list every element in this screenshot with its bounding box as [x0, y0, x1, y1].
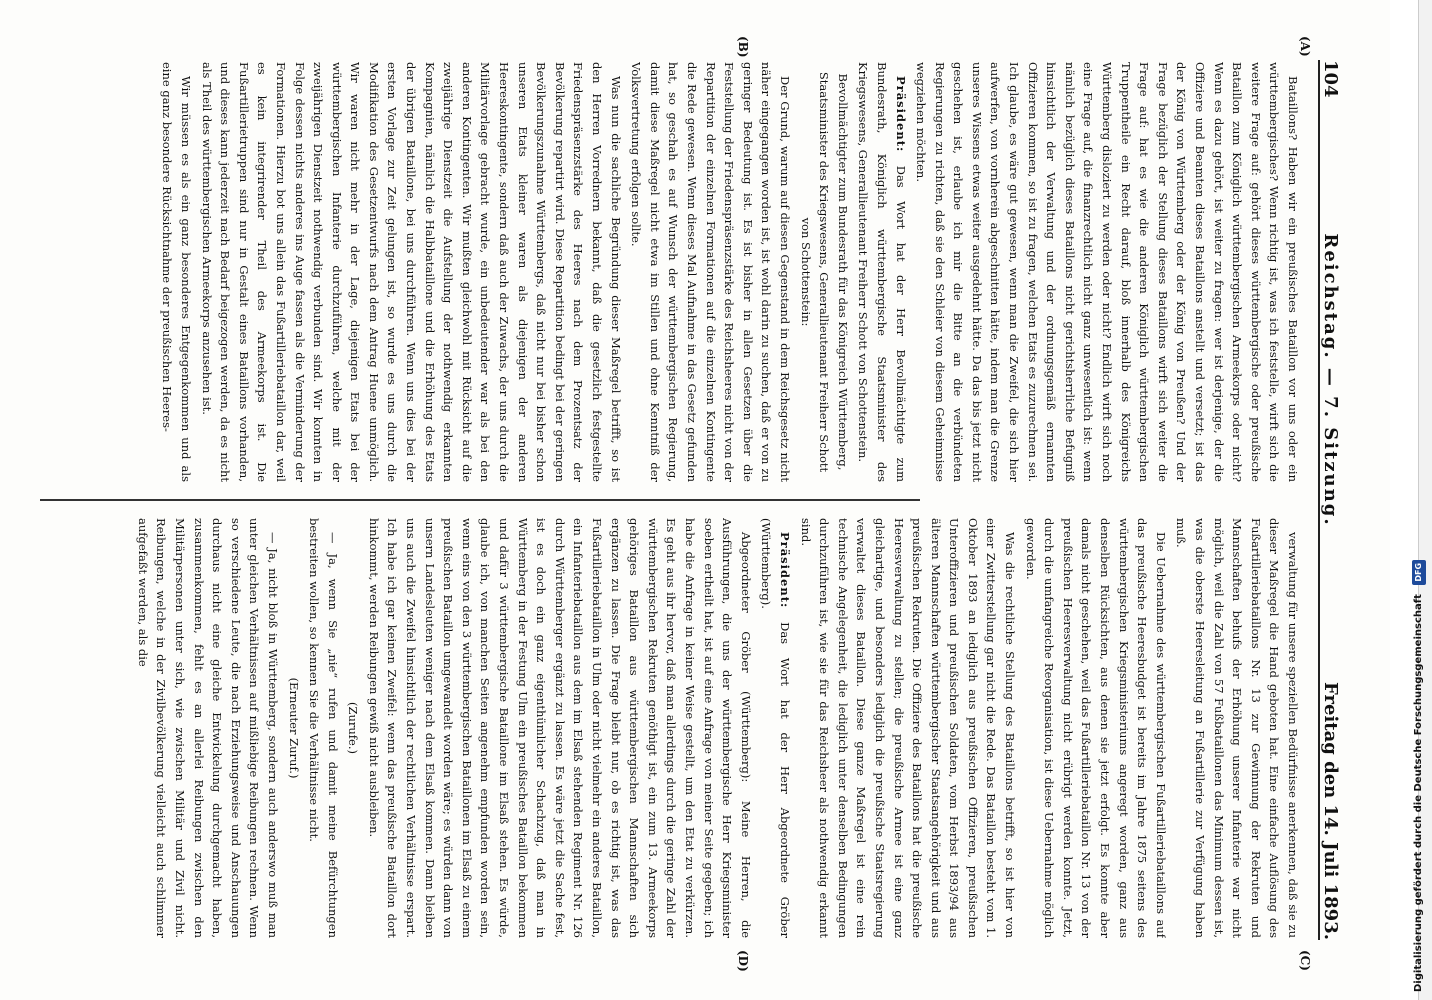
margin-marker-c: (C) [1298, 950, 1312, 971]
speaker-paragraph [854, 62, 910, 482]
speaker-text: Das Wort hat der Herr Abgeordnete Gröber (Württemberg). [759, 518, 792, 938]
page-number: 104 [1320, 60, 1341, 98]
speaker-paragraph [757, 518, 794, 938]
right-text-column [32, 518, 1302, 938]
centered-paragraph: (Erneuter Zuruf.) [286, 677, 301, 779]
speaker-label: Präsident: [893, 76, 908, 153]
speaker-text: Das Wort hat der Herr Bevollmächtigte zum Bundesrath, Königlich württembergische Staatsminister des Kriegswesens, Generallieutenant Freiherr Schott von Schottenstein. [856, 62, 908, 482]
paragraph: verwaltung für unsere speziellen Bedürfnisse anerkennen, daß sie zu dieser Maßregel die Hand geboten hat. Eine einfache Auflösung des Fußartilleriebataillons Nr. 13 zur Gewinnung der Rekruten und Mannschaften behufs der Erhöhung unserer Infanterie war nicht möglich, weil die Zahl von 57 Fußbataillonen das Minimum dessen ist, was die oberste Heeresleitung an Fußartillerie zur Verfügung haben muß. [1174, 518, 1300, 938]
margin-marker-d: (D) [736, 950, 750, 972]
paragraph: Bataillons? Haben wir ein preußisches Bataillon vor uns oder ein württembergisches? Wenn richtig ist, was ich feststelle, wirft sich die weitere Frage auf: gehört dieses württembergische oder preußische Bataillon zum Königlich württembergischen Armeekorps oder nicht? Wenn es dazu gehört, ist weiter zu fragen: wer ist derjenige, der die Offiziere und Beamten dieses Bataillons anstellt und versetzt; ist das der König von Württemberg oder der König von Preußen? Und der Frage bezüglich der Stellung dieses Bataillons wirft sich weiter die Frage auf: hat es wie die anderen Königlich württembergischen Truppentheile ein Recht darauf, bloß innerhalb des Königreichs Württemberg disloziert zu werden oder nicht? Endlich wirft sich noch eine Frage auf, die finanzrechtlich nicht ganz unwesentlich ist: wenn nämlich bezüglich dieses Bataillons nicht gerichtsherrliche Befugniß hinsichtlich der Verwaltung und der ordnungsgemäß ernannten Offizieren kommen, so ist zu fragen, welchen Etats es zuzurechnen sei. Ich glaube, es wäre gut gewesen, wenn man die Zweifel, die sich hier aufwerfen, von vornherein abgeschnitten hätte, indem man die Grenze unseres Wissens etwas weiter ausgedehnt hätte. Da das bis jetzt nicht geschehen ist, erlaube ich mir die Bitte an die verbündeten Regierungen zu richten, daß sie den Schleier von diesem Geheimnisse wegziehen möchten. [914, 62, 1300, 482]
paragraph: Was die rechtliche Stellung des Bataillons betrifft, so ist hier von einer Zwitterstellung gar nicht die Rede. Das Bataillon besteht vom 1. Oktober 1893 an lediglich aus preußischen Offizieren, preußischen Unteroffizieren und preußischen Soldaten, vom Herbst 1893/94 aus älteren Mannschaften württembergischer Staatsangehörigkeit und aus preußischen Rekruten. Die Offiziere des Bataillons hat die preußische Heeresverwaltung zu stellen; die preußische Armee ist eine ganz gleichartige, und besonders lediglich die preußische Staatsregierung verwaltet dieses Bataillon. Diese ganze Maßregel ist eine rein technische Angelegenheit, die lediglich unter denselben Bedingungen durchzuführen ist, wie sie für das Reichsheer als nothwendig erkannt sind. [798, 518, 1018, 938]
paragraph: Wir müssen es als ein ganz besonderes Entgegenkommen und als eine ganz besondere Rücksichtnahme der preußischen Heeres- [160, 62, 193, 482]
paragraph: — Ja, nicht bloß in Württemberg, sondern auch anderswo muß man unter gleichen Verhältnissen auf mißliebige Reibungen rechnen. Wenn so verschiedene Leute, die nach Erziehungsweise und Anschauungen durchaus nicht eine gleiche Entwickelung durchgemacht haben, zusammenkommen, fehlt es an allerlei Reibungen zwischen den Militärpersonen unter sich, wie zwischen Militär und Zivil nicht. Reibungen, welche in der Zivilbevölkerung vielleicht auch schlimmer aufgefaßt werden, als die [135, 518, 280, 938]
margin-marker-b: (B) [736, 36, 750, 58]
centered-paragraph: (Zurufe.) [346, 702, 361, 754]
paragraph: Der Grund, warum auf diesen Gegenstand in dem Reichsgesetz nicht näher eingegangen worden ist, ist wohl darin zu suchen, daß er von zu geringer Bedeutung ist. Es ist bisher in allen Gesetzen über die Feststellung der Friedenspräsenzstärke des Reichsheeres nicht von der Repartition der einzelnen Formationen auf die einzelnen Kontingente die Rede gewesen. Wenn dieses Mal Aufnahme in das Gesetz gefunden hat, so geschah es auf Wunsch der württembergischen Regierung, damit diese Maßregel nicht etwa im Stillen und ohne Kenntniß der Volksvertretung erfolgen sollte. [629, 62, 792, 482]
paragraph: — Ja, wenn Sie „nie“ rufen und damit meine Befürchtungen bestreiten wollen, so kennen Sie die Verhältnisse nicht. [307, 518, 340, 938]
column-divider [40, 499, 920, 501]
speaker-label: Präsident: [777, 532, 792, 609]
centered-paragraph: Bevollmächtigter zum Bundesrath für das Königreich Württemberg, Staatsminister des Kriegswesens, Generallieutenant Freiherr Schott von Schottenstein: [798, 71, 850, 473]
page-title: Reichstag. — 7. Sitzung. [1320, 233, 1341, 527]
credit-text: Digitalisierung gefördert durch die Deutsche Forschungsgemeinschaft [1413, 594, 1424, 992]
paragraph: Abgeordneter Gröber (Württemberg): Meine Herren, die Ausführungen, die uns der württembergische Herr Kriegsminister soeben ertheilt hat, ist auf eine Anfrage von meiner Seite gegeben; ich habe die Anfrage in keiner Weise gestellt, um den Etat zu verkürzen. Es geht aus ihr hervor, daß man allerdings durch die geringe Zahl der württembergischen Rekruten genöthigt ist, ein zum 13. Armeekorps gehöriges Bataillon aus württembergischen Mannschaften sich ergänzen zu lassen. Die Frage bleibt nur, ob es richtig ist, was das Fußartilleriebataillon in Ulm oder nicht vielmehr ein anderes Bataillon, ein Infanteriebataillon aus dem im Elsaß stehenden Regiment Nr. 126 durch Württemberger ergänzt zu lassen. Es wäre jetzt die Sache fest, ist es doch ein ganz eigenthümlicher Schachzug, daß man in Württemberg in der Festung Ulm ein preußisches Bataillon bekommen und dafür 3 württembergische Bataillone im Elsaß stehen. Es würde, glaube ich, von manchen Seiten angenehm empfunden worden sein, wenn eins von den 3 württembergischen Bataillonen im Elsaß zu einem preußischen Bataillon umgewandelt worden wäre; es würden dann von unsern Landesleuten weniger nach dem Elsaß kommen. Dann bleiben uns auch die Zweifel hinsichtlich der rechtlichen Verhältnisse erspart. Ich habe ich gar keinen Zweifel: wenn das preußische Bataillon dort hinkommt, werden Reibungen gewiß nicht ausbleiben. [366, 518, 753, 938]
page-header [1318, 60, 1360, 940]
margin-marker-a: (A) [1298, 36, 1312, 57]
paragraph: Die Uebernahme des württembergischen Fußartilleriebataillons auf das preußische Heeresbudget ist bereits im Jahre 1875 seitens des württembergischen Kriegsministeriums angeregt worden, ganz aus denselben Rücksichten, aus denen sie jetzt erfolgt. Es konnte aber damals nicht geschehen, weil das Fußartilleriebataillon Nr. 13 von der preußischen Heeresverwaltung nicht erübrigt werden konnte. Jetzt, durch die umfangreiche Reorganisation, ist diese Uebernahme möglich geworden. [1023, 518, 1168, 938]
paragraph: Was nun die sachliche Begründung dieser Maßregel betrifft, so ist den Herren Vorrednern bekannt, daß die gesetzlich festgestellte Friedenspräsenzstärke des Heeres nach dem Prozentsatz der Bevölkerung repartirt wird. Diese Repartition bedingt bei der geringen Bevölkerungszunahme Württembergs, daß nicht nur bei bisher schon unseren Etats kleiner waren als diejenigen der anderen Heereskontingente, sondern daß auch der Zuwachs, der uns durch die Militärvorlage gebracht wurde, ein unbedeutender war als bei den anderen Kontingenten. Wir mußten gleichwohl mit Rücksicht auf die zweijährige Dienstzeit die Aufstellung der nothwendig erkannten Kompagnien, nämlich die Halbbataillone und die Erhöhung des Etats der übrigen Bataillone, bei uns durchführen. Wenn uns dies bei der ersten Vorlage zur Zeit gelungen ist, so wurde es uns durch die Modifikation des Gesetzentwurfs nach dem Antrag Huene unmöglich. Wir waren nicht mehr in der Lage, diejenigen Etats bei der württembergischen Infanterie durchzuführen, welche mit der zweijährigen Dienstzeit nothwendig verbunden sind. Wir konnten in Folge dessen nichts anderes ins Auge fassen als die Verminderung der Formationen. Hierzu bot uns allein das Fußartilleriebataillon dar, weil es kein integrirender Theil des Armeekorps ist. Die Fußartillerietruppen sind nur in Gestalt eines Bataillons vorhanden, und dieses kann jederzeit nach Bedarf beigezogen werden, da es nicht als Theil des württembergischen Armeekorps anzusehen ist. [199, 62, 623, 482]
digitization-credit [1412, 562, 1426, 1000]
session-date: Freitag den 14. Juli 1893. [1320, 682, 1341, 940]
left-text-column [32, 62, 1302, 482]
dfg-logo: DFG [1412, 560, 1426, 585]
